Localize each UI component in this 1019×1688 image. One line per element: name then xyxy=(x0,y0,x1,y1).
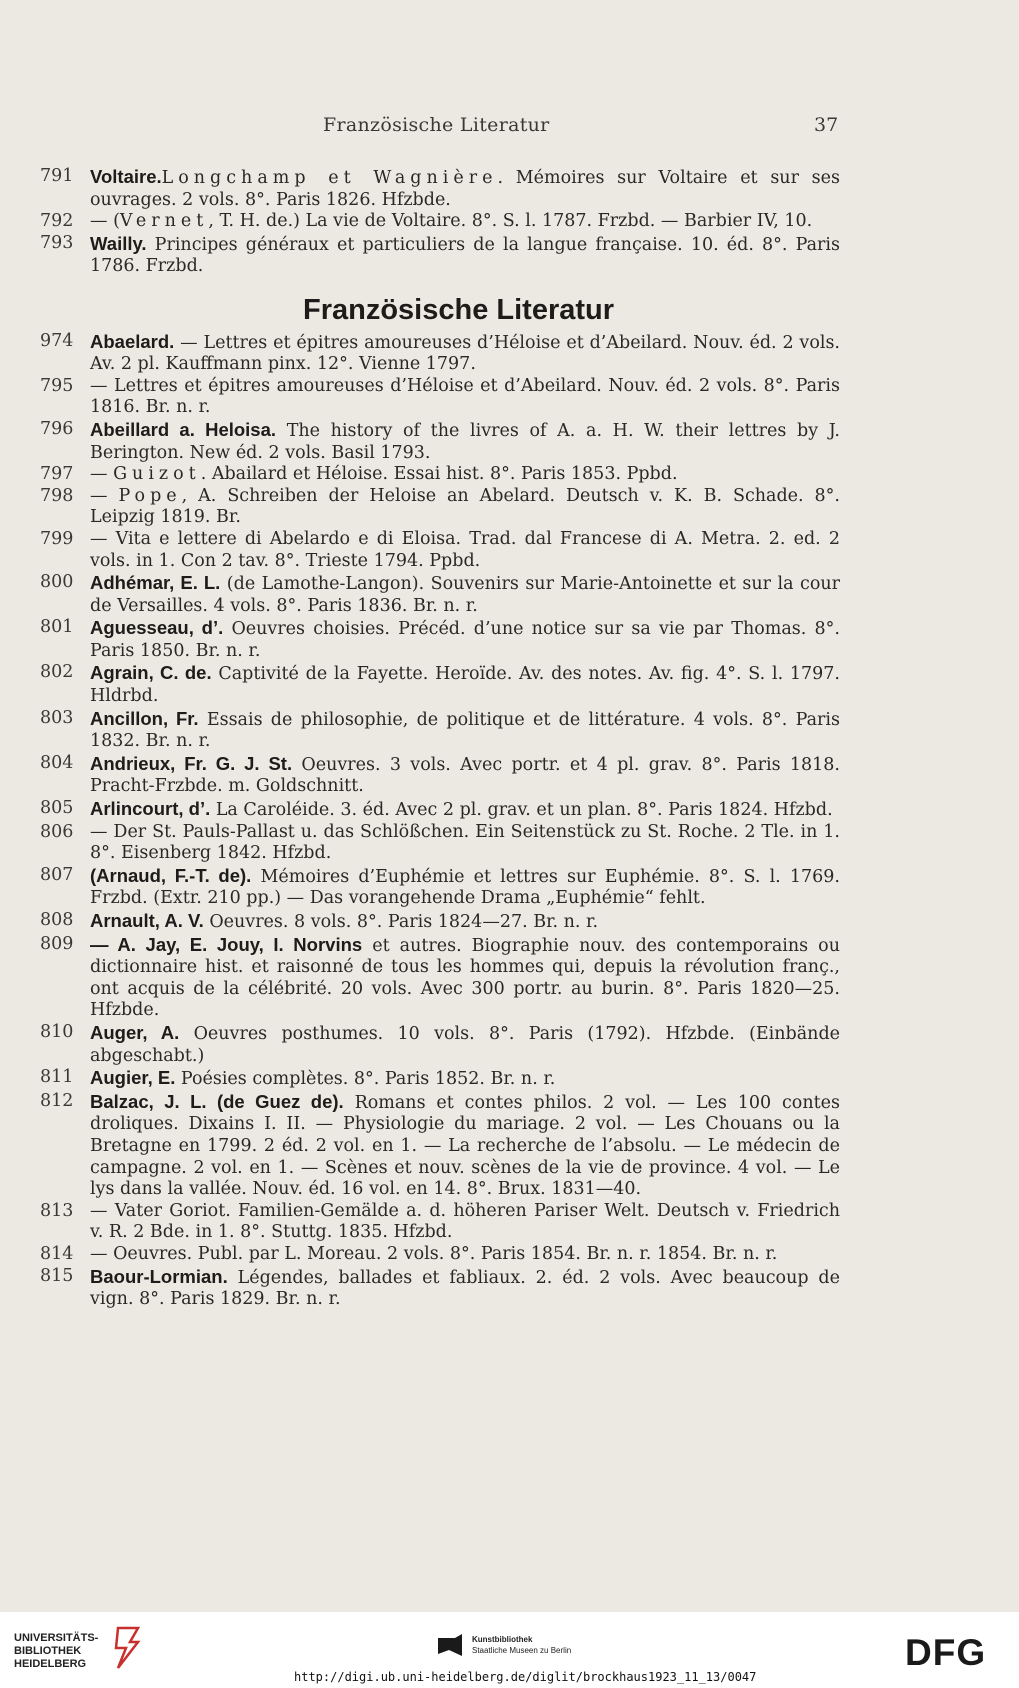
page-number: 37 xyxy=(814,114,839,136)
entry-number: 812 xyxy=(40,1090,74,1111)
kunstbibliothek-text xyxy=(472,1634,571,1656)
catalogue-entry xyxy=(40,865,840,910)
catalogue-entry xyxy=(40,376,840,419)
catalogue-entry xyxy=(40,166,840,211)
entry-text xyxy=(90,662,840,707)
entry-headword: Abeillard a. Heloisa. xyxy=(90,418,277,440)
kb-subtitle: Staatliche Museen zu Berlin xyxy=(472,1646,572,1655)
entry-text xyxy=(90,1067,840,1091)
catalogue-entry xyxy=(40,1091,840,1201)
entry-description: Principes généraux et particuliers de la langue française. 10. éd. 8°. Paris 1786. Frzbd. xyxy=(90,234,840,277)
catalogue-entry xyxy=(40,1022,840,1067)
entry-text xyxy=(90,1266,840,1311)
entry-text xyxy=(90,865,840,910)
entry-headword: Abaelard. xyxy=(90,330,175,352)
entry-description: — Oeuvres. Publ. par L. Moreau. 2 vols. 8°. Paris 1854. Br. n. r. 1854. Br. n. r. xyxy=(90,1243,778,1264)
catalogue-entry xyxy=(40,708,840,753)
entry-headword: Adhémar, E. L. xyxy=(90,572,221,594)
entry-text xyxy=(90,798,840,822)
entry-text xyxy=(90,376,840,419)
entry-headword: Voltaire. xyxy=(90,166,162,187)
university-line-1: UNIVERSITÄTS- xyxy=(14,1632,99,1644)
entry-description: La Caroléide. 3. éd. Avec 2 pl. grav. et un plan. 8°. Paris 1824. Hfzbd. xyxy=(210,800,833,821)
entry-description: Captivité de la Fayette. Heroïde. Av. des notes. Av. fig. 4°. S. l. 1797. Hldrbd. xyxy=(90,664,840,707)
entry-number: 797 xyxy=(40,464,74,485)
entry-spaced-name: Longchamp et Wagnière xyxy=(161,168,498,188)
university-library-logo-text xyxy=(14,1632,98,1671)
entry-headword: Arnault, A. V. xyxy=(90,910,204,931)
entry-description: . Mémoires sur Voltaire et sur ses ouvrages. 2 vols. 8°. Paris 1826. Hfzbde. xyxy=(90,168,840,210)
dfg-logo: DFG xyxy=(905,1632,987,1673)
entry-headword: Andrieux, Fr. G. J. St. xyxy=(90,752,293,774)
entry-text xyxy=(90,822,840,865)
entry-number: 799 xyxy=(40,528,74,549)
entry-text xyxy=(90,1244,840,1266)
entry-description: The history of the livres of A. a. H. W. their lettres by J. Berington. New éd. 2 vols. Basil 1793. xyxy=(90,420,840,463)
university-logo-icon xyxy=(112,1626,142,1670)
footer-bar xyxy=(0,1612,1019,1688)
entry-number: 803 xyxy=(40,707,74,728)
entry-description: , T. H. de.) La vie de Voltaire. 8°. S. l. 1787. Frzbd. — Barbier IV, 10. xyxy=(208,211,813,232)
entry-text xyxy=(90,166,840,211)
entry-description: , A. Schreiben der Heloise an Abelard. Deutsch v. K. B. Schade. 8°. Leipzig 1819. Br. xyxy=(90,485,840,528)
catalogue-entry xyxy=(40,464,840,486)
catalogue-entry xyxy=(40,753,840,798)
entry-description: Oeuvres. 8 vols. 8°. Paris 1824—27. Br. n. r. xyxy=(203,912,599,932)
entry-headword: Baour-Lormian. xyxy=(90,1265,228,1287)
kb-title: Kunstbibliothek xyxy=(472,1635,533,1644)
entry-headword: Ancillon, Fr. xyxy=(90,707,199,729)
entry-text xyxy=(90,211,840,233)
entry-number: 809 xyxy=(40,933,74,954)
catalogue-body xyxy=(40,166,840,1311)
entry-number: 810 xyxy=(40,1021,74,1042)
entry-number: 801 xyxy=(40,617,74,638)
entry-number: 798 xyxy=(40,485,74,506)
entry-description: Mémoires d’Euphémie et lettres sur Euphémie. 8°. S. l. 1769. Frzbd. (Extr. 210 pp.) — Das vorangehende Drama „Euphémie“ fehlt. xyxy=(90,866,840,909)
catalogue-entry xyxy=(40,486,840,529)
entry-headword: Augier, E. xyxy=(90,1067,176,1089)
catalogue-entry xyxy=(40,529,840,572)
entry-spaced-name: Guizot xyxy=(113,464,201,485)
entry-number: 811 xyxy=(40,1067,74,1088)
entry-text xyxy=(90,708,840,753)
entry-text xyxy=(90,419,840,464)
entry-number: 804 xyxy=(40,752,74,773)
entry-headword: (Arnaud, F.-T. de). xyxy=(90,864,252,886)
entry-description: — Lettres et épitres amoureuses d’Héloise et d’Abeilard. Nouv. éd. 2 vols. 8°. Paris 1816. Br. n. r. xyxy=(90,375,840,418)
entry-text xyxy=(90,529,840,572)
catalogue-entry xyxy=(40,822,840,865)
entry-number: 802 xyxy=(40,662,74,683)
catalogue-entry xyxy=(40,233,840,278)
entry-text xyxy=(90,934,840,1022)
entry-description: Romans et contes philos. 2 vol. — Les 100 contes droliques. Dixains I. II. — Physiologie du mariage. 2 vol. — Les Chouans ou la Bretagne en 1799. 2 éd. 2 vol. en 1. — La recherche de l’absolu. — Le médecin de campagne. 2 vol. en 1. — Scènes et nouv. scènes de la vie de province. 4 vol. — Le lys dans la vallée. Nouv. éd. 16 vol. en 14. 8°. Brux. 1831—40. xyxy=(90,1092,840,1200)
entry-number: 814 xyxy=(40,1243,74,1264)
entry-description: — Vater Goriot. Familien-Gemälde a. d. höheren Pariser Welt. Deutsch v. Friedrich v. R. 2 Bde. in 1. 8°. Stuttg. 1835. Hfzbd. xyxy=(90,1200,840,1243)
entry-headword: Auger, A. xyxy=(90,1021,180,1043)
entry-description: — Vita e lettere di Abelardo e di Eloisa. Trad. dal Francese di A. Metra. 2. ed. 2 vols. in 1. Con 2 tav. 8°. Trieste 1794. Ppbd. xyxy=(90,528,840,571)
entry-description: Légendes, ballades et fabliaux. 2. éd. 2 vols. Avec beaucoup de vign. 8°. Paris 1829. Br. n. r. xyxy=(90,1267,840,1310)
entry-text xyxy=(90,1091,840,1201)
catalogue-entry xyxy=(40,1067,840,1091)
entry-description: — Der St. Pauls-Pallast u. das Schlößchen. Ein Seitenstück zu St. Roche. 2 Tle. in 1. 8°. Eisenberg 1842. Hfzbd. xyxy=(90,821,840,864)
catalogue-entry xyxy=(40,1266,840,1311)
entry-description: Essais de philosophie, de politique et de littérature. 4 vols. 8°. Paris 1832. Br. n. r. xyxy=(90,709,840,752)
entry-text xyxy=(90,331,840,376)
entry-description: et autres. Biographie nouv. des contemporains ou dictionnaire hist. et raisonné de tous les hommes qui, depuis la révolution franç., ont acquis de la célébrité. 20 vols. Avec 300 portr. au burin. 8°. Paris 1820—25. Hfzbde. xyxy=(90,935,840,1021)
entry-spaced-name: Vernet xyxy=(119,211,209,232)
entry-text xyxy=(90,617,840,662)
entry-number: 800 xyxy=(40,572,74,593)
entry-headword: Arlincourt, d’. xyxy=(90,798,211,820)
entry-number: 815 xyxy=(40,1265,74,1286)
entry-headword: — A. Jay, E. Jouy, I. Norvins xyxy=(90,933,363,955)
entry-number: 792 xyxy=(40,211,74,232)
catalogue-entry xyxy=(40,331,840,376)
entry-number: 791 xyxy=(40,166,74,186)
entries-section xyxy=(40,331,840,1311)
entry-headword: Aguesseau, d’. xyxy=(90,617,224,639)
entry-description: Oeuvres. 3 vols. Avec portr. et 4 pl. grav. 8°. Paris 1818. Pracht-Frzbde. m. Goldschnitt. xyxy=(90,754,840,797)
entry-number: 806 xyxy=(40,821,74,842)
catalogue-entry xyxy=(40,211,840,233)
entry-prefix: — xyxy=(90,464,114,485)
entry-number: 807 xyxy=(40,864,74,885)
running-head-title: Französische Literatur xyxy=(323,114,550,136)
entry-description: . Abailard et Héloise. Essai hist. 8°. Paris 1853. Ppbd. xyxy=(200,464,678,485)
catalogue-entry xyxy=(40,662,840,707)
entry-text xyxy=(90,572,840,617)
entry-spaced-name: Pope xyxy=(118,485,182,506)
entry-description: — Lettres et épitres amoureuses d’Héloise et d’Abeilard. Nouv. éd. 2 vols. Av. 2 pl. Kauffmann pinx. 12°. Vienne 1797. xyxy=(90,332,840,375)
entry-headword: Agrain, C. de. xyxy=(90,662,212,684)
catalogue-entry xyxy=(40,617,840,662)
entry-description: Poésies complètes. 8°. Paris 1852. Br. n. r. xyxy=(175,1069,556,1090)
entry-number: 795 xyxy=(40,375,74,396)
catalogue-entry xyxy=(40,910,840,934)
entry-text xyxy=(90,486,840,529)
kunstbibliothek-logo-icon xyxy=(435,1630,465,1660)
catalogue-entry xyxy=(40,798,840,822)
catalogue-entry xyxy=(40,572,840,617)
entry-prefix: — ( xyxy=(90,211,120,232)
entry-headword: Balzac, J. L. (de Guez de). xyxy=(90,1090,344,1112)
entry-text xyxy=(90,464,840,486)
entry-prefix: — xyxy=(90,485,119,506)
catalogue-entry xyxy=(40,934,840,1022)
entry-number: 796 xyxy=(40,418,74,439)
source-url[interactable]: http://digi.ub.uni-heidelberg.de/diglit/brockhaus1923_11_13/0047 xyxy=(294,1670,757,1684)
catalogue-entry xyxy=(40,419,840,464)
entry-text xyxy=(90,233,840,278)
catalogue-entry xyxy=(40,1201,840,1244)
entry-text xyxy=(90,910,840,934)
section-heading: Französische Literatur xyxy=(302,293,615,326)
entry-headword: Wailly. xyxy=(90,232,147,254)
university-line-3: HEIDELBERG xyxy=(14,1658,87,1670)
entry-text xyxy=(90,1201,840,1244)
entries-before-section xyxy=(40,166,840,278)
entry-number: 974 xyxy=(40,330,74,351)
entry-text xyxy=(90,1022,840,1067)
entry-number: 793 xyxy=(40,232,74,253)
entry-number: 808 xyxy=(40,910,74,930)
catalogue-entry xyxy=(40,1244,840,1266)
entry-description: Oeuvres choisies. Précéd. d’une notice sur sa vie par Thomas. 8°. Paris 1850. Br. n. r. xyxy=(90,619,840,661)
entry-text xyxy=(90,753,840,798)
entry-number: 813 xyxy=(40,1200,74,1221)
entry-number: 805 xyxy=(40,798,74,819)
entry-description: (de Lamothe-Langon). Souvenirs sur Marie-Antoinette et sur la cour de Versailles. 4 vols. 8°. Paris 1836. Br. n. r. xyxy=(90,574,840,616)
university-line-2: BIBLIOTHEK xyxy=(14,1645,82,1657)
entry-description: Oeuvres posthumes. 10 vols. 8°. Paris (1792). Hfzbde. (Einbände abgeschabt.) xyxy=(90,1023,841,1066)
